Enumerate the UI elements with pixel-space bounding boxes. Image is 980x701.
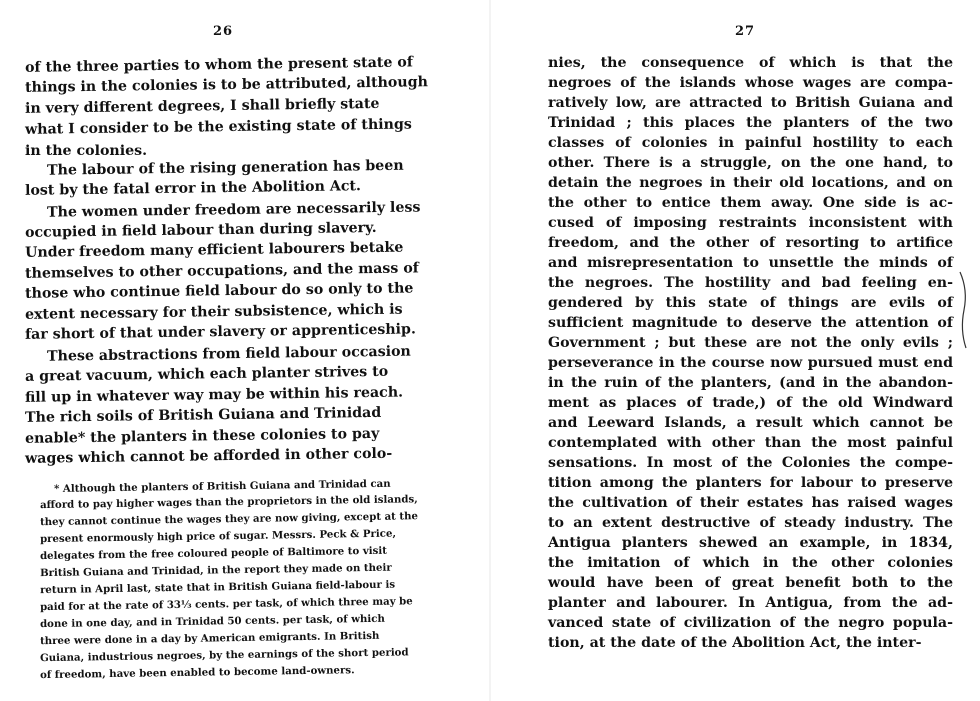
text-line: cused of imposing restraints inconsistent with (548, 215, 953, 231)
text-line: tition among the planters for labour to preserve (548, 475, 953, 491)
text-line: The women under freedom are necessarily less (46, 199, 421, 221)
text-line: Government ; but these are not the only evils ; (548, 335, 953, 351)
text-line: perseverance in the course now pursued must end (548, 355, 953, 371)
text-line: in the colonies. (25, 143, 148, 159)
text-line: contemplated with other than the most painful (548, 435, 953, 451)
footnote-line: paid for at the rate of 33⅓ cents. per task, of which three may be (39, 595, 413, 614)
text-line: freedom, and the other of resorting to artifice (548, 235, 953, 251)
footnote-line: delegates from the free coloured people of Baltimore to visit (39, 544, 388, 563)
text-line: Trinidad ; this places the planters of the two (548, 115, 953, 131)
text-line: to an extent destructive of steady industry. The (548, 515, 953, 531)
text-line: other. There is a struggle, on the one hand, to (548, 155, 953, 171)
text-line: ment as places of trade,) of the old Windward (548, 395, 953, 411)
text-line: sufficient magnitude to deserve the attention of (548, 315, 953, 331)
text-line: nies, the consequence of which is that the (548, 55, 953, 71)
text-line: planter and labourer. In Antigua, from the ad- (548, 595, 953, 611)
text-line: wages which cannot be afforded in other colo- (24, 445, 393, 467)
text-line: the imitation of which in the other colonies (548, 555, 953, 571)
text-line: fill up in whatever way may be within his reach. (24, 384, 404, 406)
text-line: the negroes. The hostility and bad feeling en- (548, 275, 953, 291)
text-line: would have been of great benefit both to the (548, 575, 953, 591)
text-line: and misrepresentation to unsettle the minds of (548, 255, 953, 271)
text-line: sensations. In most of the Colonies the compe- (548, 455, 953, 471)
text-line: occupied in field labour than during slavery. (24, 219, 377, 241)
text-line: lost by the fatal error in the Abolition Act. (24, 178, 362, 199)
text-line: the other to entice them away. One side is ac- (548, 195, 953, 211)
footnote-line: afford to pay higher wages than the proprietors in the old islands, (39, 493, 418, 512)
footnote-line: British Guiana and Trinidad, in the report they made on their (39, 561, 392, 580)
footnote-line: of freedom, have been enabled to become land-owners. (39, 664, 355, 682)
text-line: gendered by this state of things are evils of (548, 295, 953, 311)
footnote-line: Guiana, industrious negroes, by the earnings of the short period (39, 646, 409, 665)
text-line: ratively low, are attracted to British Guiana and (548, 95, 953, 111)
footnote-line: three were done in a day by American emigrants. In British (39, 629, 380, 648)
footnote-line: * Although the planters of British Guiana and Trinidad can (53, 477, 391, 496)
footnote-line: they cannot continue the wages they are now giving, except at the (39, 510, 419, 529)
footnote-line: done in one day, and in Trinidad 50 cents. per task, of which (39, 612, 385, 631)
text-line: of the three parties to whom the present state of (24, 54, 414, 76)
text-line: vanced state of civilization of the negro popula- (548, 615, 953, 631)
text-line: in the ruin of the planters, (and in the abandon- (548, 375, 953, 391)
text-line: what I consider to be the existing state of things (24, 116, 412, 138)
text-line: tion, at the date of the Abolition Act, the inter- (548, 635, 922, 651)
text-line: Antigua planters shewed an example, in 1834, (548, 535, 953, 551)
text-line: far short of that under slavery or apprenticeship. (24, 321, 416, 343)
text-line: enable* the planters in these colonies to pay (24, 425, 380, 447)
text-line: a great vacuum, which each planter strives to (24, 363, 389, 385)
text-line: detain the negroes in their old locations, and on (548, 175, 953, 191)
page-number-right: 27 (735, 24, 756, 39)
text-line: These abstractions from field labour occasion (46, 343, 411, 365)
text-line: the cultivation of their estates has raised wages (548, 495, 953, 511)
text-line: those who continue field labour do so only to the (24, 280, 414, 302)
text-line: things in the colonies is to be attributed, although (24, 74, 429, 96)
text-line: The rich soils of British Guiana and Trinidad (24, 404, 382, 426)
margin-bracket-mark (954, 270, 972, 350)
text-line: classes of colonies in painful hostility to each (548, 135, 953, 151)
text-line: The labour of the rising generation has been (46, 157, 404, 179)
footnote-line: present enormously high price of sugar. Messrs. Peck & Price, (39, 527, 397, 546)
text-line: in very different degrees, I shall briefly state (24, 95, 380, 117)
text-line: Under freedom many efficient labourers betake (24, 239, 404, 261)
text-line: negroes of the islands whose wages are compa- (548, 75, 953, 91)
text-line: extent necessary for their subsistence, which is (24, 301, 403, 323)
right-page (490, 0, 980, 701)
text-line: and Leeward Islands, a result which cannot be (548, 415, 953, 431)
page-number-left: 26 (213, 24, 234, 39)
text-line: themselves to other occupations, and the mass of (24, 260, 419, 282)
footnote-line: return in April last, state that in British Guiana field-labour is (39, 578, 396, 597)
